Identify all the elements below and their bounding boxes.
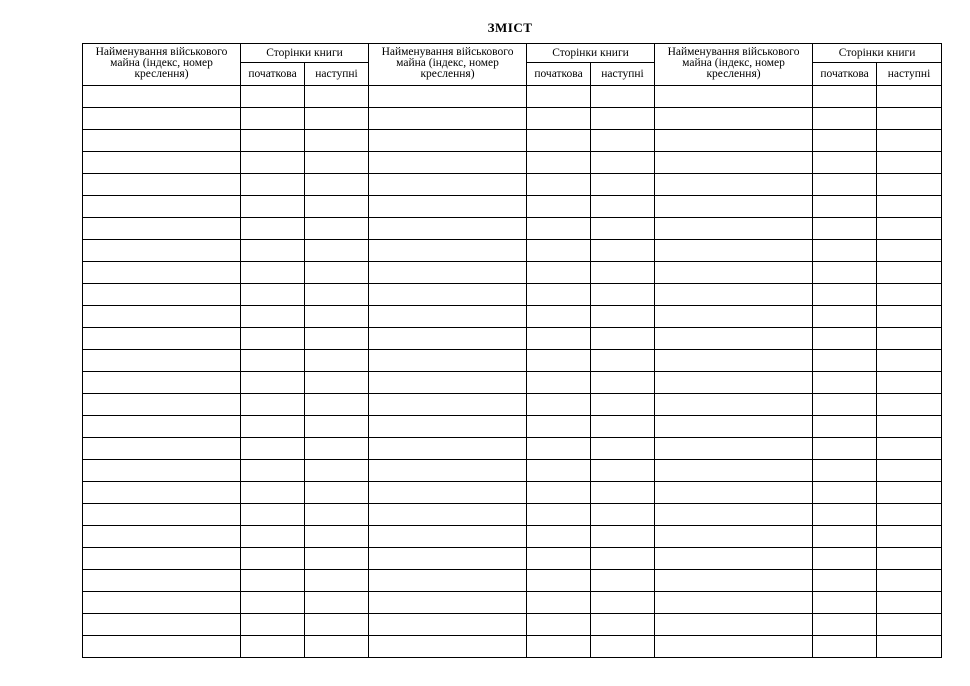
- next-pages-cell[interactable]: [877, 130, 942, 152]
- first-page-cell[interactable]: [813, 152, 877, 174]
- item-name-cell[interactable]: [655, 350, 813, 372]
- next-pages-cell[interactable]: [305, 504, 369, 526]
- next-pages-cell[interactable]: [305, 350, 369, 372]
- first-page-cell[interactable]: [241, 614, 305, 636]
- table-row: [83, 438, 942, 460]
- next-pages-cell[interactable]: [877, 614, 942, 636]
- item-name-cell[interactable]: [655, 504, 813, 526]
- item-name-cell[interactable]: [655, 86, 813, 108]
- item-name-cell[interactable]: [83, 394, 241, 416]
- contents-table: [82, 43, 942, 658]
- first-page-cell[interactable]: [527, 130, 591, 152]
- first-page-cell[interactable]: [813, 108, 877, 130]
- table-row: [83, 526, 942, 548]
- first-page-cell[interactable]: [241, 240, 305, 262]
- first-page-cell[interactable]: [813, 416, 877, 438]
- next-pages-cell[interactable]: [305, 394, 369, 416]
- next-pages-cell[interactable]: [305, 108, 369, 130]
- next-pages-cell[interactable]: [877, 438, 942, 460]
- item-name-cell[interactable]: [655, 592, 813, 614]
- first-page-cell[interactable]: [241, 174, 305, 196]
- next-pages-cell[interactable]: [591, 306, 655, 328]
- item-name-cell[interactable]: [369, 416, 527, 438]
- first-page-cell[interactable]: [527, 152, 591, 174]
- item-name-cell[interactable]: [369, 350, 527, 372]
- item-name-cell[interactable]: [369, 504, 527, 526]
- first-page-cell[interactable]: [527, 306, 591, 328]
- next-pages-cell[interactable]: [305, 218, 369, 240]
- item-name-cell[interactable]: [83, 504, 241, 526]
- item-name-cell[interactable]: [369, 526, 527, 548]
- table-row: [83, 130, 942, 152]
- next-pages-cell[interactable]: [305, 570, 369, 592]
- first-page-cell[interactable]: [813, 636, 877, 658]
- table-row: [83, 108, 942, 130]
- item-name-cell[interactable]: [369, 592, 527, 614]
- next-pages-cell[interactable]: [591, 218, 655, 240]
- first-page-cell[interactable]: [527, 350, 591, 372]
- next-pages-cell[interactable]: [305, 372, 369, 394]
- first-page-cell[interactable]: [241, 86, 305, 108]
- next-pages-cell[interactable]: [877, 218, 942, 240]
- item-name-cell[interactable]: [369, 570, 527, 592]
- item-name-cell[interactable]: [369, 372, 527, 394]
- header-row-top: [83, 44, 942, 63]
- first-page-cell[interactable]: [527, 174, 591, 196]
- first-page-cell[interactable]: [241, 350, 305, 372]
- first-page-cell[interactable]: [813, 460, 877, 482]
- item-name-cell[interactable]: [369, 196, 527, 218]
- first-page-cell[interactable]: [241, 196, 305, 218]
- next-pages-cell[interactable]: [877, 284, 942, 306]
- next-pages-cell[interactable]: [877, 526, 942, 548]
- next-pages-cell[interactable]: [877, 328, 942, 350]
- table-row: [83, 240, 942, 262]
- item-name-cell[interactable]: [655, 218, 813, 240]
- item-name-cell[interactable]: [655, 636, 813, 658]
- next-pages-cell[interactable]: [877, 152, 942, 174]
- first-page-cell[interactable]: [241, 152, 305, 174]
- next-pages-cell[interactable]: [591, 548, 655, 570]
- item-name-cell[interactable]: [369, 262, 527, 284]
- next-pages-cell[interactable]: [877, 350, 942, 372]
- first-page-cell[interactable]: [813, 130, 877, 152]
- page-title: ЗМІСТ: [487, 20, 533, 35]
- next-pages-cell[interactable]: [591, 174, 655, 196]
- table-row: [83, 174, 942, 196]
- item-name-cell[interactable]: [655, 394, 813, 416]
- item-name-cell[interactable]: [83, 262, 241, 284]
- column-header-next-pages: наступні: [877, 63, 942, 86]
- column-header-book-pages: Сторінки книги: [241, 44, 369, 63]
- item-name-cell[interactable]: [83, 416, 241, 438]
- next-pages-cell[interactable]: [305, 460, 369, 482]
- next-pages-cell[interactable]: [877, 482, 942, 504]
- table-row: [83, 592, 942, 614]
- first-page-cell[interactable]: [813, 438, 877, 460]
- first-page-cell[interactable]: [241, 570, 305, 592]
- first-page-cell[interactable]: [813, 86, 877, 108]
- table-row: [83, 482, 942, 504]
- next-pages-cell[interactable]: [591, 130, 655, 152]
- item-name-cell[interactable]: [369, 240, 527, 262]
- item-name-cell[interactable]: [83, 438, 241, 460]
- item-name-cell[interactable]: [655, 460, 813, 482]
- first-page-cell[interactable]: [527, 482, 591, 504]
- first-page-cell[interactable]: [813, 306, 877, 328]
- next-pages-cell[interactable]: [591, 240, 655, 262]
- next-pages-cell[interactable]: [877, 592, 942, 614]
- item-name-cell[interactable]: [369, 482, 527, 504]
- item-name-cell[interactable]: [83, 108, 241, 130]
- item-name-cell[interactable]: [655, 262, 813, 284]
- next-pages-cell[interactable]: [877, 108, 942, 130]
- item-name-cell[interactable]: [369, 438, 527, 460]
- next-pages-cell[interactable]: [877, 306, 942, 328]
- next-pages-cell[interactable]: [591, 504, 655, 526]
- item-name-cell[interactable]: [369, 460, 527, 482]
- item-name-cell[interactable]: [83, 240, 241, 262]
- next-pages-cell[interactable]: [591, 372, 655, 394]
- table-row: [83, 152, 942, 174]
- item-name-cell[interactable]: [83, 526, 241, 548]
- first-page-cell[interactable]: [813, 592, 877, 614]
- column-header-book-pages: Сторінки книги: [813, 44, 942, 63]
- item-name-cell[interactable]: [655, 130, 813, 152]
- item-name-cell[interactable]: [655, 438, 813, 460]
- column-header-next-pages: наступні: [591, 63, 655, 86]
- first-page-cell[interactable]: [527, 284, 591, 306]
- first-page-cell[interactable]: [241, 526, 305, 548]
- first-page-cell[interactable]: [241, 108, 305, 130]
- next-pages-cell[interactable]: [877, 570, 942, 592]
- first-page-cell[interactable]: [527, 526, 591, 548]
- next-pages-cell[interactable]: [591, 526, 655, 548]
- first-page-cell[interactable]: [527, 548, 591, 570]
- first-page-cell[interactable]: [813, 174, 877, 196]
- first-page-cell[interactable]: [241, 438, 305, 460]
- table-row: [83, 328, 942, 350]
- item-name-cell[interactable]: [655, 570, 813, 592]
- first-page-cell[interactable]: [241, 504, 305, 526]
- item-name-cell[interactable]: [83, 130, 241, 152]
- first-page-cell[interactable]: [813, 240, 877, 262]
- first-page-cell[interactable]: [813, 482, 877, 504]
- first-page-cell[interactable]: [241, 262, 305, 284]
- table-row: [83, 460, 942, 482]
- item-name-cell[interactable]: [83, 636, 241, 658]
- first-page-cell[interactable]: [241, 460, 305, 482]
- item-name-cell[interactable]: [655, 372, 813, 394]
- next-pages-cell[interactable]: [591, 394, 655, 416]
- next-pages-cell[interactable]: [591, 284, 655, 306]
- item-name-cell[interactable]: [655, 614, 813, 636]
- first-page-cell[interactable]: [241, 482, 305, 504]
- next-pages-cell[interactable]: [305, 262, 369, 284]
- next-pages-cell[interactable]: [877, 548, 942, 570]
- next-pages-cell[interactable]: [305, 174, 369, 196]
- next-pages-cell[interactable]: [877, 196, 942, 218]
- first-page-cell[interactable]: [527, 592, 591, 614]
- first-page-cell[interactable]: [241, 372, 305, 394]
- next-pages-cell[interactable]: [591, 592, 655, 614]
- next-pages-cell[interactable]: [591, 86, 655, 108]
- first-page-cell[interactable]: [241, 218, 305, 240]
- next-pages-cell[interactable]: [877, 174, 942, 196]
- item-name-cell[interactable]: [369, 130, 527, 152]
- first-page-cell[interactable]: [241, 284, 305, 306]
- first-page-cell[interactable]: [527, 614, 591, 636]
- column-header-item-name: Найменування військового майна (індекс, номер креслення): [655, 44, 813, 86]
- column-header-item-name: Найменування військового майна (індекс, номер креслення): [83, 44, 241, 86]
- item-name-cell[interactable]: [83, 460, 241, 482]
- item-name-cell[interactable]: [655, 152, 813, 174]
- table-row: [83, 218, 942, 240]
- first-page-cell[interactable]: [241, 394, 305, 416]
- next-pages-cell[interactable]: [591, 416, 655, 438]
- first-page-cell[interactable]: [527, 196, 591, 218]
- item-name-cell[interactable]: [369, 152, 527, 174]
- next-pages-cell[interactable]: [877, 460, 942, 482]
- item-name-cell[interactable]: [83, 328, 241, 350]
- first-page-cell[interactable]: [527, 394, 591, 416]
- next-pages-cell[interactable]: [591, 196, 655, 218]
- item-name-cell[interactable]: [655, 328, 813, 350]
- item-name-cell[interactable]: [369, 108, 527, 130]
- next-pages-cell[interactable]: [591, 570, 655, 592]
- table-row: [83, 570, 942, 592]
- next-pages-cell[interactable]: [591, 614, 655, 636]
- next-pages-cell[interactable]: [305, 592, 369, 614]
- first-page-cell[interactable]: [527, 438, 591, 460]
- first-page-cell[interactable]: [241, 636, 305, 658]
- next-pages-cell[interactable]: [305, 152, 369, 174]
- next-pages-cell[interactable]: [305, 438, 369, 460]
- next-pages-cell[interactable]: [591, 636, 655, 658]
- item-name-cell[interactable]: [369, 614, 527, 636]
- column-header-book-pages: Сторінки книги: [527, 44, 655, 63]
- item-name-cell[interactable]: [369, 548, 527, 570]
- column-header-next-pages: наступні: [305, 63, 369, 86]
- first-page-cell[interactable]: [527, 372, 591, 394]
- first-page-cell[interactable]: [813, 570, 877, 592]
- item-name-cell[interactable]: [83, 548, 241, 570]
- table-row: [83, 350, 942, 372]
- first-page-cell[interactable]: [241, 592, 305, 614]
- next-pages-cell[interactable]: [305, 328, 369, 350]
- first-page-cell[interactable]: [241, 130, 305, 152]
- next-pages-cell[interactable]: [877, 416, 942, 438]
- item-name-cell[interactable]: [83, 196, 241, 218]
- item-name-cell[interactable]: [83, 482, 241, 504]
- next-pages-cell[interactable]: [305, 526, 369, 548]
- next-pages-cell[interactable]: [877, 504, 942, 526]
- next-pages-cell[interactable]: [591, 152, 655, 174]
- next-pages-cell[interactable]: [877, 86, 942, 108]
- item-name-cell[interactable]: [83, 218, 241, 240]
- item-name-cell[interactable]: [83, 350, 241, 372]
- item-name-cell[interactable]: [655, 240, 813, 262]
- first-page-cell[interactable]: [241, 416, 305, 438]
- item-name-cell[interactable]: [369, 284, 527, 306]
- first-page-cell[interactable]: [813, 328, 877, 350]
- first-page-cell[interactable]: [527, 460, 591, 482]
- next-pages-cell[interactable]: [305, 240, 369, 262]
- first-page-cell[interactable]: [527, 262, 591, 284]
- item-name-cell[interactable]: [369, 218, 527, 240]
- next-pages-cell[interactable]: [591, 262, 655, 284]
- next-pages-cell[interactable]: [591, 350, 655, 372]
- column-header-item-name: Найменування військового майна (індекс, номер креслення): [369, 44, 527, 86]
- first-page-cell[interactable]: [813, 526, 877, 548]
- first-page-cell[interactable]: [527, 108, 591, 130]
- table-row: [83, 86, 942, 108]
- first-page-cell[interactable]: [813, 504, 877, 526]
- first-page-cell[interactable]: [241, 548, 305, 570]
- first-page-cell[interactable]: [527, 218, 591, 240]
- item-name-cell[interactable]: [83, 372, 241, 394]
- first-page-cell[interactable]: [527, 240, 591, 262]
- item-name-cell[interactable]: [655, 306, 813, 328]
- first-page-cell[interactable]: [527, 86, 591, 108]
- table-row: [83, 504, 942, 526]
- item-name-cell[interactable]: [83, 152, 241, 174]
- first-page-cell[interactable]: [527, 328, 591, 350]
- table-row: [83, 372, 942, 394]
- first-page-cell[interactable]: [813, 350, 877, 372]
- first-page-cell[interactable]: [813, 394, 877, 416]
- column-header-first-page: початкова: [527, 63, 591, 86]
- next-pages-cell[interactable]: [591, 482, 655, 504]
- table-row: [83, 196, 942, 218]
- first-page-cell[interactable]: [527, 636, 591, 658]
- first-page-cell[interactable]: [813, 218, 877, 240]
- item-name-cell[interactable]: [655, 482, 813, 504]
- table-row: [83, 394, 942, 416]
- item-name-cell[interactable]: [655, 196, 813, 218]
- next-pages-cell[interactable]: [305, 130, 369, 152]
- first-page-cell[interactable]: [813, 614, 877, 636]
- next-pages-cell[interactable]: [877, 636, 942, 658]
- next-pages-cell[interactable]: [305, 548, 369, 570]
- next-pages-cell[interactable]: [305, 306, 369, 328]
- next-pages-cell[interactable]: [305, 614, 369, 636]
- item-name-cell[interactable]: [83, 614, 241, 636]
- first-page-cell[interactable]: [527, 416, 591, 438]
- table-row: [83, 284, 942, 306]
- item-name-cell[interactable]: [369, 328, 527, 350]
- item-name-cell[interactable]: [83, 174, 241, 196]
- column-header-first-page: початкова: [241, 63, 305, 86]
- item-name-cell[interactable]: [655, 416, 813, 438]
- next-pages-cell[interactable]: [591, 438, 655, 460]
- next-pages-cell[interactable]: [591, 460, 655, 482]
- table-row: [83, 548, 942, 570]
- item-name-cell[interactable]: [369, 174, 527, 196]
- next-pages-cell[interactable]: [305, 196, 369, 218]
- first-page-cell[interactable]: [813, 284, 877, 306]
- first-page-cell[interactable]: [813, 262, 877, 284]
- item-name-cell[interactable]: [655, 526, 813, 548]
- first-page-cell[interactable]: [527, 504, 591, 526]
- item-name-cell[interactable]: [83, 592, 241, 614]
- item-name-cell[interactable]: [83, 86, 241, 108]
- item-name-cell[interactable]: [83, 570, 241, 592]
- item-name-cell[interactable]: [655, 284, 813, 306]
- next-pages-cell[interactable]: [877, 240, 942, 262]
- next-pages-cell[interactable]: [877, 394, 942, 416]
- contents-table-body: [83, 86, 942, 658]
- item-name-cell[interactable]: [369, 86, 527, 108]
- item-name-cell[interactable]: [83, 284, 241, 306]
- next-pages-cell[interactable]: [877, 262, 942, 284]
- table-row: [83, 614, 942, 636]
- first-page-cell[interactable]: [241, 306, 305, 328]
- first-page-cell[interactable]: [527, 570, 591, 592]
- item-name-cell[interactable]: [655, 108, 813, 130]
- table-row: [83, 306, 942, 328]
- first-page-cell[interactable]: [241, 328, 305, 350]
- table-row: [83, 262, 942, 284]
- item-name-cell[interactable]: [83, 306, 241, 328]
- first-page-cell[interactable]: [813, 372, 877, 394]
- table-row: [83, 636, 942, 658]
- item-name-cell[interactable]: [369, 636, 527, 658]
- item-name-cell[interactable]: [369, 394, 527, 416]
- item-name-cell[interactable]: [655, 174, 813, 196]
- item-name-cell[interactable]: [655, 548, 813, 570]
- next-pages-cell[interactable]: [305, 636, 369, 658]
- next-pages-cell[interactable]: [591, 328, 655, 350]
- column-header-first-page: початкова: [813, 63, 877, 86]
- item-name-cell[interactable]: [369, 306, 527, 328]
- next-pages-cell[interactable]: [877, 372, 942, 394]
- first-page-cell[interactable]: [813, 548, 877, 570]
- next-pages-cell[interactable]: [305, 284, 369, 306]
- table-row: [83, 416, 942, 438]
- next-pages-cell[interactable]: [305, 482, 369, 504]
- next-pages-cell[interactable]: [305, 86, 369, 108]
- first-page-cell[interactable]: [813, 196, 877, 218]
- next-pages-cell[interactable]: [591, 108, 655, 130]
- next-pages-cell[interactable]: [305, 416, 369, 438]
